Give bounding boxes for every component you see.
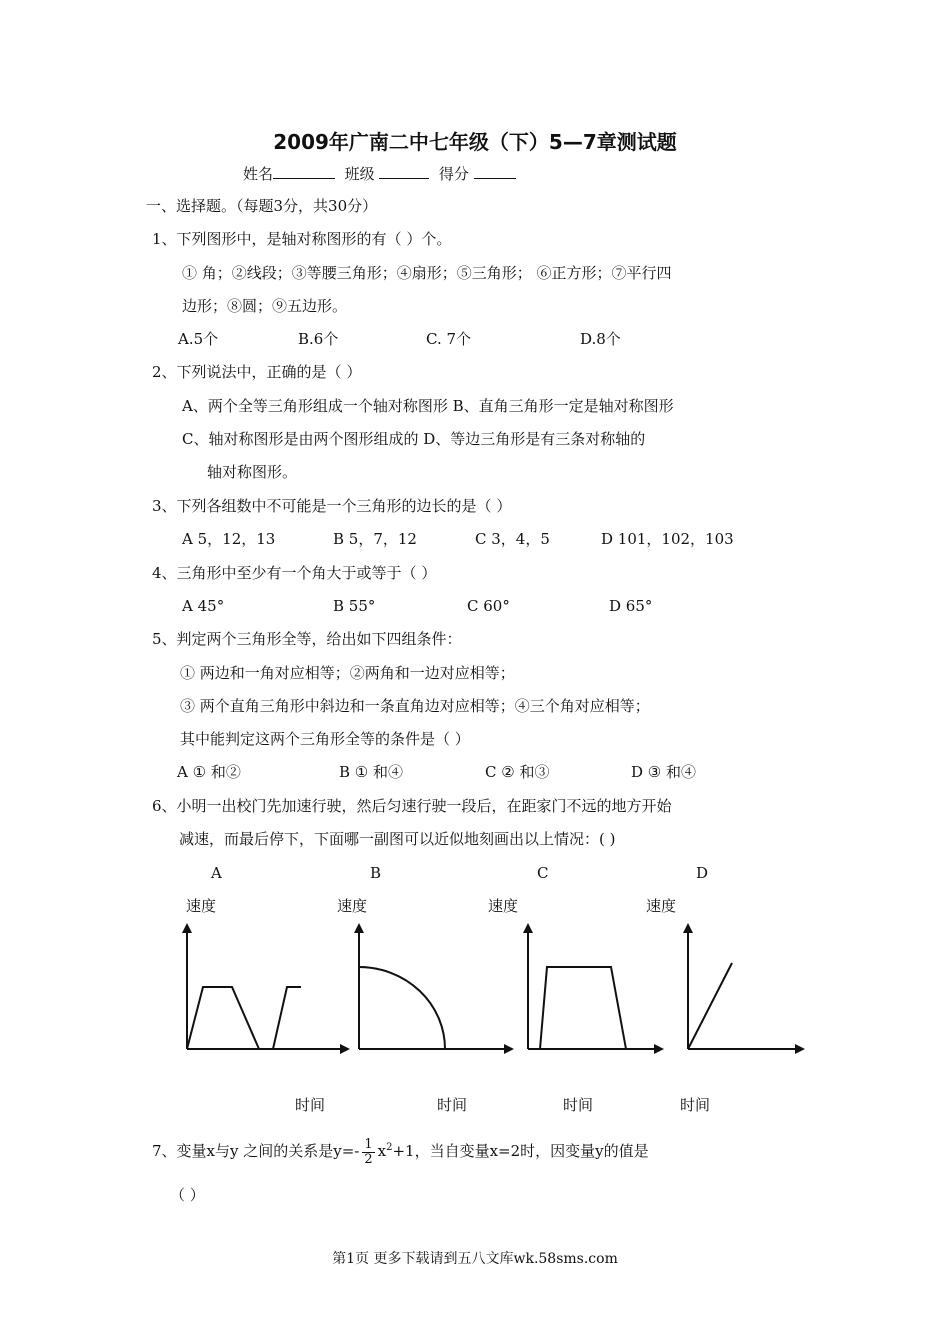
q4-stem: 4、三角形中至少有一个角大于或等于（ ） (152, 564, 437, 582)
graph-c-curve (540, 967, 626, 1049)
q1-line2: 边形；⑧圆；⑨五边形。 (182, 297, 348, 315)
name-label: 姓名 (243, 165, 274, 183)
q7-answer-blank: （ ） (170, 1186, 205, 1204)
q2-line3: 轴对称图形。 (207, 463, 298, 481)
section-heading: 一、选择题。（每题3分，共30分） (146, 197, 378, 215)
q2-stem: 2、下列说法中，正确的是（ ） (152, 363, 362, 381)
q7-x: x (377, 1142, 387, 1160)
q3-option-b: B 5，7，12 (333, 530, 417, 548)
q3-stem: 3、下列各组数中不可能是一个三角形的边长的是（ ） (152, 497, 512, 515)
page-title: 2009年广南二中七年级（下）5—7章测试题 (273, 130, 677, 154)
graph-c-y-label: 速度 (488, 897, 519, 915)
q7-frac-den: 2 (364, 1151, 373, 1167)
q5-option-b: B ① 和④ (339, 763, 404, 781)
graph-a (187, 925, 348, 1049)
q5-line3: 其中能判定这两个三角形全等的条件是（ ） (180, 730, 470, 748)
score-blank[interactable] (474, 164, 516, 179)
q1-stem: 1、下列图形中，是轴对称图形的有（ ）个。 (152, 230, 452, 248)
q1-option-a: A.5个 (178, 330, 219, 348)
graph-a-curve-2 (273, 987, 301, 1049)
score-label: 得分 (438, 165, 469, 183)
q3-option-a: A 5，12，13 (182, 530, 276, 548)
q5-line1: ① 两边和一角对应相等；②两角和一边对应相等； (180, 664, 515, 682)
speed-time-graphs (170, 915, 810, 1060)
q6-line2: 减速，而最后停下，下面哪一副图可以近似地刻画出以上情况：( ) (179, 830, 616, 848)
q3-option-d: D 101，102，103 (601, 530, 734, 548)
q7-post: +1，当自变量x=2时，因变量y的值是 (392, 1142, 649, 1160)
q5-option-a: A ① 和② (177, 763, 241, 781)
q7-pre: 7、变量x与y 之间的关系是y=- (152, 1142, 360, 1160)
page-footer: 第1页 更多下载请到五八文库wk.58sms.com (332, 1251, 618, 1267)
q1-option-c: C. 7个 (426, 330, 472, 348)
q5-stem: 5、判定两个三角形全等，给出如下四组条件： (152, 630, 462, 648)
student-info-line (243, 164, 516, 183)
graph-letter-d: D (696, 864, 709, 882)
class-label: 班级 (344, 165, 375, 183)
q5-option-c: C ② 和③ (485, 763, 550, 781)
graph-d-y-label: 速度 (646, 897, 677, 915)
q4-option-a: A 45° (182, 597, 225, 615)
q7-fraction (362, 1138, 374, 1167)
graph-c-x-label: 时间 (563, 1096, 594, 1114)
graph-letter-b: B (370, 864, 382, 882)
graph-d-curve (688, 963, 732, 1049)
name-blank[interactable] (273, 164, 335, 179)
q1-line1: ① 角；②线段；③等腰三角形；④扇形；⑤三角形； ⑥正方形；⑦平行四 (182, 264, 672, 282)
q3-option-c: C 3，4，5 (475, 530, 550, 548)
q6-line1: 6、小明一出校门先加速行驶，然后匀速行驶一段后，在距家门不远的地方开始 (152, 797, 672, 815)
graph-b (359, 925, 512, 1049)
q7-frac-num: 1 (364, 1136, 373, 1152)
q4-option-d: D 65° (609, 597, 653, 615)
graph-b-y-label: 速度 (337, 897, 368, 915)
graph-b-x-label: 时间 (437, 1096, 468, 1114)
q4-option-c: C 60° (467, 597, 510, 615)
q5-line2: ③ 两个直角三角形中斜边和一条直角边对应相等；④三个角对应相等； (180, 697, 650, 715)
q2-line1: A、两个全等三角形组成一个轴对称图形 B、直角三角形一定是轴对称图形 (182, 397, 674, 415)
graph-a-curve-1 (187, 987, 259, 1049)
graph-letter-c: C (537, 864, 549, 882)
graph-d-x-label: 时间 (680, 1096, 711, 1114)
q4-option-b: B 55° (333, 597, 376, 615)
q1-option-d: D.8个 (580, 330, 621, 348)
q5-option-d: D ③ 和④ (631, 763, 697, 781)
graph-a-y-label: 速度 (186, 897, 217, 915)
q7-exponent: 2 (386, 1142, 393, 1153)
graph-letter-a: A (211, 864, 222, 882)
graph-a-x-label: 时间 (295, 1096, 326, 1114)
q7-stem (152, 1130, 649, 1169)
class-blank[interactable] (379, 164, 429, 179)
q1-option-b: B.6个 (298, 330, 339, 348)
graph-b-curve (359, 967, 445, 1049)
graph-c (528, 925, 662, 1049)
q2-line2: C、轴对称图形是由两个图形组成的 D、等边三角形是有三条对称轴的 (182, 430, 646, 448)
graph-d (688, 925, 803, 1049)
